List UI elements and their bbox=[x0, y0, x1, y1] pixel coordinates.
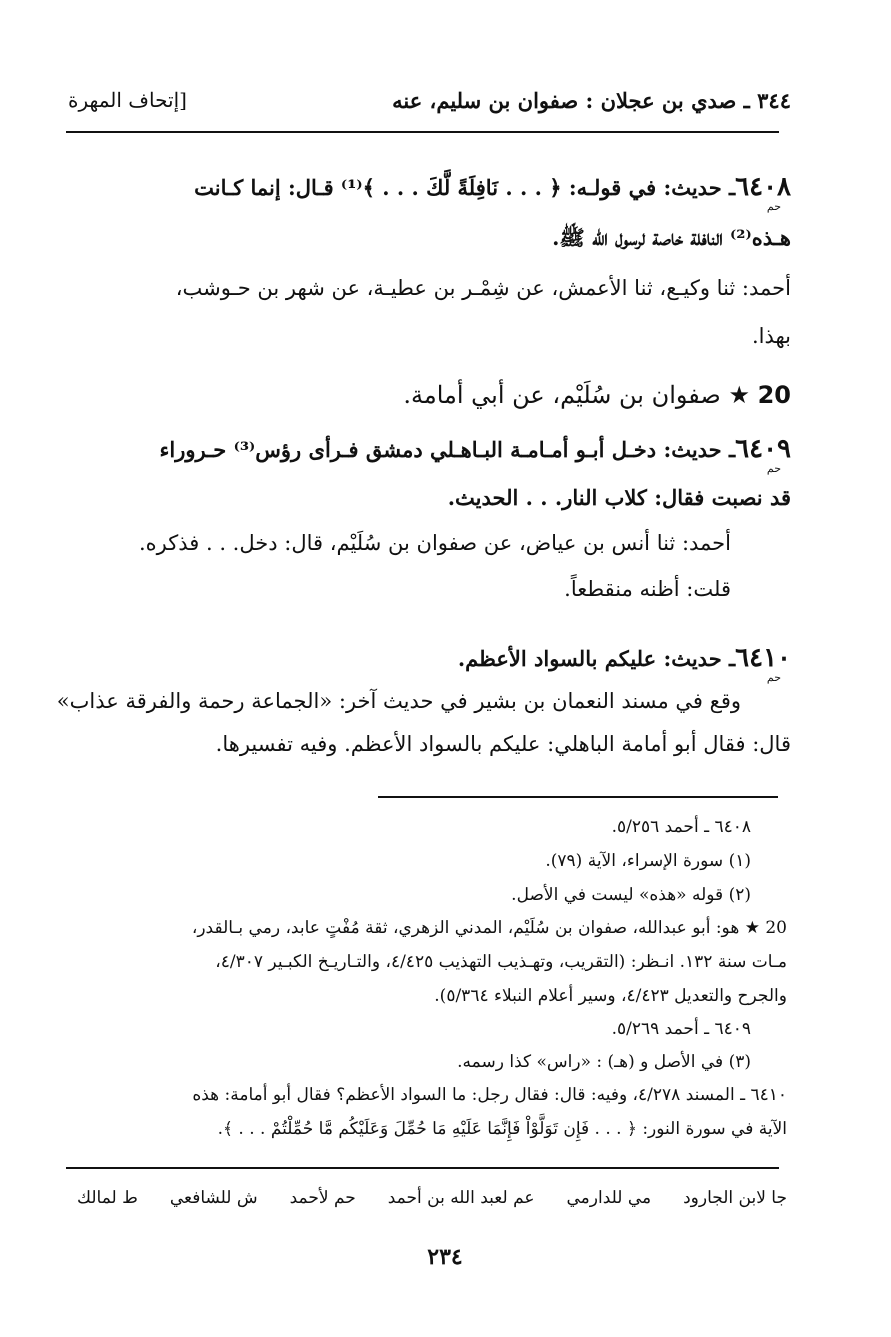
footnote-line: مـات سنة ١٣٢. انـظر: (التقريب، وتهـذيب التهذيب ٤/٤٢٥، والتـاريـخ الكبـير ٤/٣٠٧، bbox=[215, 952, 787, 972]
hadith-number: ٦٤٠٨ bbox=[735, 172, 791, 202]
section-heading bbox=[71, 381, 791, 409]
isnad-6408-line2: بهذا. bbox=[751, 324, 791, 348]
abbreviation-item: ش للشافعي bbox=[169, 1188, 258, 1208]
hadith-6409-line2: قد نصبت فقال: كلاب النار. . . الحديث. bbox=[447, 485, 791, 510]
running-header-book: [إتحاف المهرة bbox=[68, 88, 187, 112]
source-code: حم bbox=[766, 462, 781, 475]
section-number: 20 bbox=[757, 381, 791, 409]
abbreviation-item: مي للدارمي bbox=[566, 1188, 652, 1208]
abbreviation-item: جا لابن الجارود bbox=[683, 1188, 787, 1208]
abbreviation-key bbox=[77, 1188, 787, 1208]
isnad-6409-line1: أحمد: ثنا أنس بن عياض، عن صفوان بن سُلَيْم، قال: دخل. . . فذكره. bbox=[138, 531, 731, 555]
footnote-line: (١) سورة الإسراء، الآية (٧٩). bbox=[545, 851, 751, 871]
hadith-text: ـ حديث: دخـل أبـو أمـامـة البـاهـلي دمشق فـرأى رؤس⁽³⁾ حـروراء bbox=[159, 437, 736, 462]
header-divider bbox=[66, 131, 779, 133]
hadith-6410-line1 bbox=[71, 643, 791, 673]
footnote-line: الآية في سورة النور: ﴿ . . . فَإِن تَوَلَّوْاْ فَإِنَّمَا عَلَيْهِ مَا حُمِّلَ وَعَلَيْكُم مَّا حُمِّلْتُمْ . . . ﴾. bbox=[217, 1119, 787, 1139]
footnote-line: (٢) قوله «هذه» ليست في الأصل. bbox=[511, 885, 751, 905]
star-icon: ★ bbox=[728, 381, 750, 409]
abbreviation-item: ط لمالك bbox=[77, 1188, 138, 1208]
source-code: حم bbox=[766, 671, 781, 684]
footnote-line: (٣) في الأصل و (هـ) : «راس» كذا رسمه. bbox=[457, 1052, 751, 1072]
isnad-6408-line1: أحمد: ثنا وكيـع، ثنا الأعمش، عن شِمْـر بن عطيـة، عن شهر بن حـوشب، bbox=[175, 276, 791, 300]
hadith-6408-line2: هـذه⁽²⁾ النافلة خاصة لرسول الله ﷺ. bbox=[552, 225, 791, 250]
hadith-text: ـ حديث: في قولـه: ﴿ . . . نَافِلَةً لَّكَ . . . ﴾⁽¹⁾ قـال: إنما كـانت bbox=[194, 175, 736, 200]
hadith-6409-line1 bbox=[71, 434, 791, 464]
footnote-line: والجرح والتعديل ٤/٤٢٣، وسير أعلام النبلاء ٥/٣٦٤). bbox=[434, 986, 787, 1006]
footnote-divider bbox=[378, 796, 778, 798]
abbreviation-item: عم لعبد الله بن أحمد bbox=[387, 1188, 535, 1208]
hadith-6410-line2: وقع في مسند النعمان بن بشير في حديث آخر: «الجماعة رحمة والفرقة عذاب» bbox=[56, 689, 741, 713]
page-number: ٢٣٤ bbox=[427, 1244, 463, 1270]
footnote-line: ٦٤٠٨ ـ أحمد ٥/٢٥٦. bbox=[611, 817, 751, 837]
hadith-text: ـ حديث: عليكم بالسواد الأعظم. bbox=[457, 646, 736, 671]
footnote-line: ٦٤١٠ ـ المسند ٤/٢٧٨، وفيه: قال: فقال رجل: ما السواد الأعظم؟ فقال أبو أمامة: هذه bbox=[192, 1085, 787, 1105]
section-heading-text: صفوان بن سُلَيْم، عن أبي أمامة. bbox=[403, 381, 721, 409]
footer-divider bbox=[66, 1167, 779, 1169]
hadith-number: ٦٤١٠ bbox=[735, 643, 791, 673]
abbreviation-item: حم لأحمد bbox=[289, 1188, 356, 1208]
running-header-title: ٣٤٤ ـ صدي بن عجلان : صفوان بن سليم، عنه bbox=[392, 88, 791, 113]
footnote-line: ٦٤٠٩ ـ أحمد ٥/٢٦٩. bbox=[611, 1019, 751, 1039]
hadith-6408-line1 bbox=[71, 172, 791, 202]
isnad-6409-comment: قلت: أظنه منقطعاً. bbox=[564, 577, 731, 601]
source-code: حم bbox=[766, 200, 781, 213]
hadith-6410-line3: قال: فقال أبو أمامة الباهلي: عليكم بالسواد الأعظم. وفيه تفسيرها. bbox=[215, 732, 791, 756]
footnote-line: 20 ★ هو: أبو عبدالله، صفوان بن سُلَيْم، المدني الزهري، ثقة مُفْتٍ عابد، رمي بـالقدر، bbox=[191, 918, 787, 938]
hadith-number: ٦٤٠٩ bbox=[735, 434, 791, 464]
